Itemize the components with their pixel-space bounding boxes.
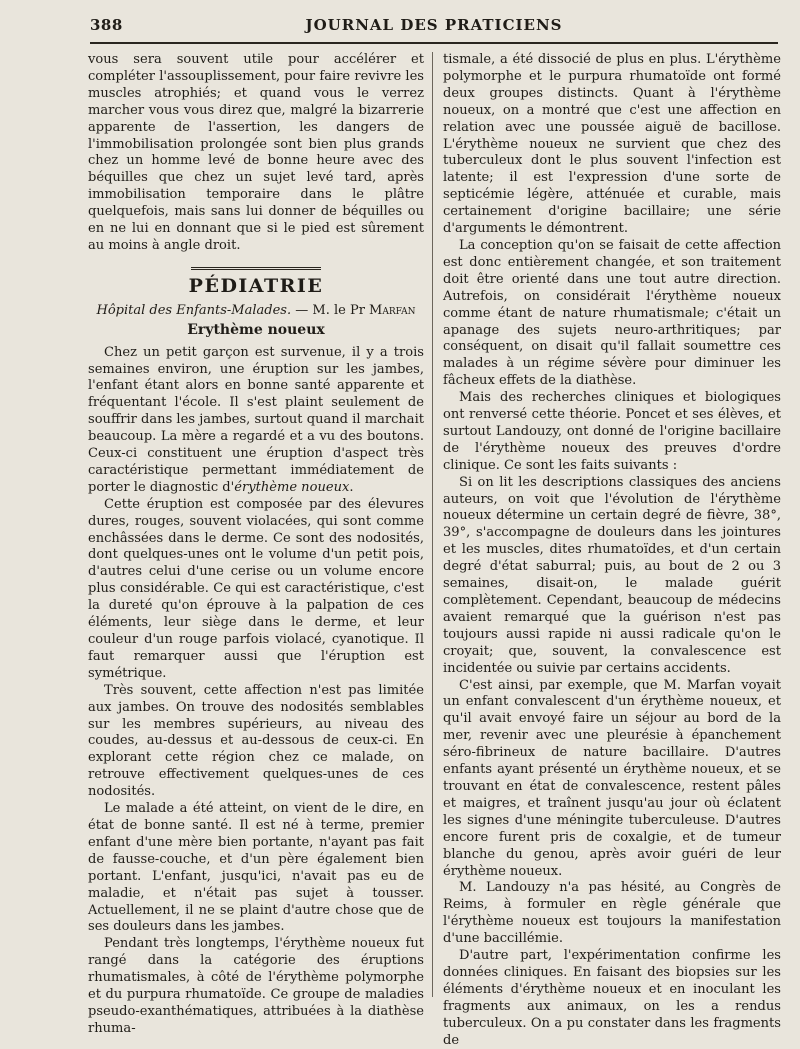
paragraph: Cette éruption est composée par des élevures dures, rouges, souvent violacées, qui sont comme enchâssées dans le derme. Ce sont des nodosités, dont quelques-unes ont le volume d'un petit pois, d'autres celui d'une cerise ou un volume encore plus considérable. Ce qui est caractéristique, c'est la dureté qu'on éprouve à la palpation de ces éléments, leur siège dans le derme, et leur couleur d'un rouge parfois violacé, cyanotique. Il faut remarquer aussi que l'éruption est symétrique. <box>88 496 424 681</box>
hospital-prof-name: Marfan <box>369 302 416 318</box>
opening-paragraph: vous sera souvent utile pour accélérer et compléter l'assouplissement, pour faire revivre les muscles atrophiés; et quand vous le verrez marcher vous vous direz que, malgré la bizarrerie apparente de l'assertion, les dangers de l'immobilisation prolongée sont bien plus grands chez un homme levé de bonne heure avec des béquilles que chez un sujet levé tard, après immobilisation temporaire dans le plâtre quelquefois, mais sans lui donner de béquilles ou en ne lui en donnant que si le pied est sûrement au moins à angle droit. <box>88 52 424 253</box>
hospital-line <box>88 303 424 320</box>
running-head: JOURNAL DES PRATICIENS <box>305 16 563 34</box>
diagnosis-term: érythème noueux <box>234 479 350 495</box>
paragraph-text: Chez un petit garçon est survenue, il y a trois semaines environ, une éruption sur les jambes, l'enfant étant alors en bonne santé apparente et fréquentant l'école. Il s'est plaint seulement de souffrir dans les jambes, surtout quand il marchait beaucoup. La mère a regardé et a vu des boutons. Ceux-ci constituent une éruption d'aspect très caractéristique permettant immédiatement de porter le diagnostic d' <box>88 344 424 495</box>
column-divider <box>432 52 433 997</box>
left-column <box>88 52 424 1038</box>
page-number: 388 <box>90 16 123 34</box>
article-title: Erythème noueux <box>187 321 325 338</box>
paragraph <box>88 345 424 497</box>
paragraph: Si on lit les descriptions classiques des anciens auteurs, on voit que l'évolution de l'érythème noueux détermine un certain degré de fièvre, 38°, 39°, s'accompagne de douleurs dans les jointures et les muscles, dites rhumatoïdes, et d'un certain degré d'état saburral; puis, au bout de 2 ou 3 semaines, disait-on, le malade guérit complètement. Cependant, beaucoup de médecins avaient remarqué que la guérison n'est pas toujours aussi rapide ni aussi radicale qu'on le croyait; que, souvent, la convalescence est incidentée ou suivie par certains accidents. <box>443 474 781 676</box>
paragraph: Pendant très longtemps, l'érythème noueux fut rangé dans la catégorie des éruptions rhumatismales, à côté de l'érythème polymorphe et du purpura rhumatoïde. Ce groupe de maladies pseudo-exanthématiques, attribuées à la diathèse rhuma- <box>88 936 424 1036</box>
page-header <box>90 12 778 38</box>
header-rule <box>90 42 778 44</box>
right-column <box>443 52 781 1049</box>
paragraph: Le malade a été atteint, on vient de le dire, en état de bonne santé. Il est né à terme, premier enfant d'une mère bien portante, n'ayant pas fait de fausse-couche, et d'un père également bien portant. L'enfant, jusqu'ici, n'avait pas eu de maladie, et n'était pas sujet à tousser. Actuellement, il ne se plaint d'autre chose que de ses douleurs dans les jambes. <box>88 801 424 935</box>
section-title: PÉDIATRIE <box>188 274 324 297</box>
paragraph: D'autre part, l'expérimentation confirme les données cliniques. En faisant des biopsies sur les éléments d'érythème noueux et en inoculant les fragments aux animaux, on les a rendus tuberculeux. On a pu constater dans les fragments de <box>443 948 781 1048</box>
hospital-prof-prefix: — M. le Pr <box>295 302 365 318</box>
hospital-place: Hôpital des Enfants-Malades. <box>96 302 292 318</box>
paragraph: La conception qu'on se faisait de cette affection est donc entièrement changée, et son traitement doit être orienté dans une tout autre direction. Autrefois, on considérait l'érythème noueux comme étant de nature rhumatismale; c'était un apanage des sujets neuro-arthritiques; par conséquent, on disait qu'il fallait soumettre ces malades à un régime sévère pour diminuer les fâcheux effets de la diathèse. <box>443 237 781 389</box>
paragraph: tismale, a été dissocié de plus en plus. L'érythème polymorphe et le purpura rhumatoïde ont formé deux groupes distincts. Quant à l'érythème noueux, on a montré que c'est une affection en relation avec une poussée aiguë de bacillose. L'érythème noueux ne survient que chez des tuberculeux dont le plus souvent l'infection est latente; il est l'expression d'une sorte de septicémie légère, atténuée et curable, mais certainement d'origine bacillaire; une série d'arguments le démontrent. <box>443 52 781 237</box>
paragraph: Mais des recherches cliniques et biologiques ont renversé cette théorie. Poncet et ses élèves, et surtout Landouzy, ont donné de l'origine bacillaire de l'érythème noueux des preuves d'ordre clinique. Ce sont les faits suivants : <box>443 390 781 473</box>
paragraph-end: . <box>349 479 354 495</box>
section-rule <box>191 267 321 272</box>
paragraph: Très souvent, cette affection n'est pas limitée aux jambes. On trouve des nodosités semblables sur les membres supérieurs, au niveau des coudes, au-dessus et au-dessous de ceux-ci. En explorant cette région chez ce malade, on retrouve effectivement quelques-unes de ces nodosités. <box>88 682 424 800</box>
paragraph: C'est ainsi, par exemple, que M. Marfan voyait un enfant convalescent d'un érythème noueux, et qu'il avait envoyé faire un séjour au bord de la mer, revenir avec une pleurésie à épanchement séro-fibrineux de nature bacillaire. D'autres enfants ayant présenté un érythème noueux, et se trouvant en état de convalescence, restent pâles et maigres, et traînent jusqu'au jour où éclatent les signes d'une méningite tuberculeuse. D'autres encore furent pris de coxalgie, et de tumeur blanche du genou, après avoir guéri de leur érythème noueux. <box>443 677 781 879</box>
paragraph: M. Landouzy n'a pas hésité, au Congrès de Reims, à formuler en règle générale que l'érythème noueux est toujours la manifestation d'une baccillémie. <box>443 880 781 947</box>
